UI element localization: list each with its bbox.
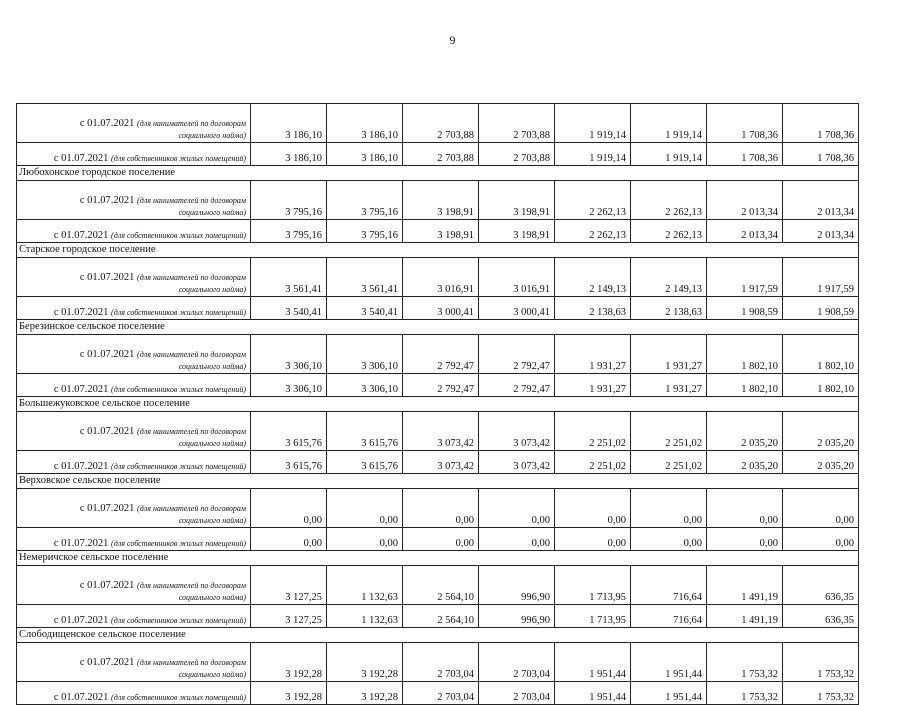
table-row [17, 682, 859, 705]
value-cell: 2 013,34 [707, 220, 783, 243]
value-cell: 2 013,34 [783, 220, 859, 243]
value-cell: 3 540,41 [327, 297, 403, 320]
value-cell: 3 000,41 [479, 297, 555, 320]
value-cell: 3 615,76 [327, 451, 403, 474]
section-title: Большежуковское сельское поселение [17, 397, 859, 412]
value-cell: 0,00 [555, 528, 631, 551]
row-note: (для собственников жилых помещений) [111, 154, 246, 163]
value-cell: 3 561,41 [327, 258, 403, 297]
row-note-cont: социального найма) [178, 208, 246, 217]
value-cell: 716,64 [631, 605, 707, 628]
row-note: (для нанимателей по договорам [137, 196, 246, 205]
row-date: с 01.07.2021 [79, 272, 135, 283]
value-cell: 0,00 [251, 489, 327, 528]
value-cell: 1 917,59 [783, 258, 859, 297]
value-cell: 716,64 [631, 566, 707, 605]
row-note-cont: социального найма) [178, 131, 246, 140]
row-label [17, 566, 251, 605]
section-row [17, 320, 859, 335]
value-cell: 3 198,91 [479, 181, 555, 220]
row-date: с 01.07.2021 [53, 230, 109, 241]
table-row [17, 220, 859, 243]
row-date: с 01.07.2021 [79, 580, 135, 591]
value-cell: 3 561,41 [251, 258, 327, 297]
value-cell: 1 802,10 [707, 374, 783, 397]
value-cell: 3 192,28 [327, 682, 403, 705]
row-note: (для нанимателей по договорам [137, 581, 246, 590]
value-cell: 2 564,10 [403, 566, 479, 605]
row-note: (для собственников жилых помещений) [111, 693, 246, 702]
value-cell: 1 132,63 [327, 566, 403, 605]
value-cell: 1 708,36 [707, 143, 783, 166]
value-cell: 0,00 [403, 489, 479, 528]
value-cell: 1 708,36 [707, 104, 783, 143]
table-row [17, 104, 859, 143]
row-note: (для нанимателей по договорам [137, 273, 246, 282]
value-cell: 1 931,27 [555, 374, 631, 397]
value-cell: 2 035,20 [783, 451, 859, 474]
value-cell: 3 198,91 [403, 220, 479, 243]
section-title: Старское городское поселение [17, 243, 859, 258]
row-date: с 01.07.2021 [79, 503, 135, 514]
row-label [17, 220, 251, 243]
row-label [17, 489, 251, 528]
value-cell: 0,00 [327, 528, 403, 551]
value-cell: 3 000,41 [403, 297, 479, 320]
row-date: с 01.07.2021 [53, 461, 109, 472]
row-label [17, 104, 251, 143]
row-note: (для нанимателей по договорам [137, 504, 246, 513]
row-label [17, 528, 251, 551]
value-cell: 2 792,47 [403, 374, 479, 397]
value-cell: 1 713,95 [555, 605, 631, 628]
row-note: (для собственников жилых помещений) [111, 616, 246, 625]
row-note: (для нанимателей по договорам [137, 658, 246, 667]
value-cell: 0,00 [783, 528, 859, 551]
page-number: 9 [449, 33, 456, 47]
row-date: с 01.07.2021 [53, 384, 109, 395]
value-cell: 2 703,04 [403, 682, 479, 705]
row-date: с 01.07.2021 [79, 195, 135, 206]
value-cell: 3 016,91 [479, 258, 555, 297]
value-cell: 2 138,63 [631, 297, 707, 320]
value-cell: 2 703,88 [403, 104, 479, 143]
value-cell: 1 908,59 [783, 297, 859, 320]
value-cell: 2 262,13 [631, 181, 707, 220]
row-label [17, 605, 251, 628]
value-cell: 3 198,91 [403, 181, 479, 220]
value-cell: 3 198,91 [479, 220, 555, 243]
table-row [17, 143, 859, 166]
row-date: с 01.07.2021 [79, 426, 135, 437]
section-title: Березинское сельское поселение [17, 320, 859, 335]
section-row [17, 628, 859, 643]
value-cell: 0,00 [707, 528, 783, 551]
table-row [17, 374, 859, 397]
value-cell: 3 540,41 [251, 297, 327, 320]
row-note: (для собственников жилых помещений) [111, 308, 246, 317]
value-cell: 2 703,88 [403, 143, 479, 166]
value-cell: 1 919,14 [555, 143, 631, 166]
value-cell: 0,00 [327, 489, 403, 528]
value-cell: 3 073,42 [403, 451, 479, 474]
value-cell: 3 073,42 [403, 412, 479, 451]
section-title: Верховское сельское поселение [17, 474, 859, 489]
table-row [17, 335, 859, 374]
value-cell: 1 753,32 [783, 682, 859, 705]
value-cell: 3 186,10 [251, 143, 327, 166]
value-cell: 1 951,44 [631, 643, 707, 682]
value-cell: 3 192,28 [251, 643, 327, 682]
row-label [17, 143, 251, 166]
row-label [17, 412, 251, 451]
value-cell: 3 127,25 [251, 566, 327, 605]
row-note: (для собственников жилых помещений) [111, 231, 246, 240]
value-cell: 3 016,91 [403, 258, 479, 297]
row-label [17, 374, 251, 397]
value-cell: 636,35 [783, 566, 859, 605]
value-cell: 1 951,44 [631, 682, 707, 705]
tariff-table [16, 103, 859, 705]
row-note-cont: социального найма) [178, 516, 246, 525]
row-note: (для собственников жилых помещений) [111, 385, 246, 394]
value-cell: 2 792,47 [479, 374, 555, 397]
value-cell: 0,00 [707, 489, 783, 528]
value-cell: 1 919,14 [631, 104, 707, 143]
value-cell: 2 262,13 [555, 181, 631, 220]
value-cell: 1 931,27 [555, 335, 631, 374]
value-cell: 1 713,95 [555, 566, 631, 605]
value-cell: 3 306,10 [327, 374, 403, 397]
row-date: с 01.07.2021 [53, 538, 109, 549]
value-cell: 1 951,44 [555, 682, 631, 705]
section-row [17, 551, 859, 566]
value-cell: 2 262,13 [631, 220, 707, 243]
value-cell: 3 186,10 [251, 104, 327, 143]
value-cell: 2 013,34 [783, 181, 859, 220]
value-cell: 3 795,16 [251, 220, 327, 243]
table-row [17, 297, 859, 320]
value-cell: 0,00 [479, 489, 555, 528]
value-cell: 2 703,04 [403, 643, 479, 682]
value-cell: 3 795,16 [327, 220, 403, 243]
value-cell: 1 917,59 [707, 258, 783, 297]
value-cell: 0,00 [783, 489, 859, 528]
value-cell: 1 919,14 [555, 104, 631, 143]
value-cell: 2 035,20 [707, 412, 783, 451]
value-cell: 1 802,10 [783, 335, 859, 374]
row-label [17, 643, 251, 682]
value-cell: 3 073,42 [479, 451, 555, 474]
value-cell: 3 192,28 [251, 682, 327, 705]
value-cell: 3 186,10 [327, 143, 403, 166]
row-note-cont: социального найма) [178, 670, 246, 679]
table-row [17, 258, 859, 297]
value-cell: 0,00 [631, 489, 707, 528]
row-note-cont: социального найма) [178, 593, 246, 602]
row-label [17, 297, 251, 320]
value-cell: 3 192,28 [327, 643, 403, 682]
value-cell: 996,90 [479, 566, 555, 605]
table-row [17, 643, 859, 682]
value-cell: 3 127,25 [251, 605, 327, 628]
row-date: с 01.07.2021 [53, 615, 109, 626]
row-note-cont: социального найма) [178, 285, 246, 294]
section-title: Любохонское городское поселение [17, 166, 859, 181]
value-cell: 3 615,76 [251, 412, 327, 451]
value-cell: 3 306,10 [251, 374, 327, 397]
value-cell: 3 306,10 [327, 335, 403, 374]
value-cell: 636,35 [783, 605, 859, 628]
value-cell: 3 186,10 [327, 104, 403, 143]
section-row [17, 243, 859, 258]
row-label [17, 258, 251, 297]
value-cell: 2 703,04 [479, 682, 555, 705]
row-note: (для нанимателей по договорам [137, 427, 246, 436]
value-cell: 3 615,76 [251, 451, 327, 474]
value-cell: 0,00 [631, 528, 707, 551]
value-cell: 1 908,59 [707, 297, 783, 320]
row-label [17, 451, 251, 474]
row-note-cont: социального найма) [178, 439, 246, 448]
row-label [17, 181, 251, 220]
row-date: с 01.07.2021 [79, 349, 135, 360]
row-note: (для собственников жилых помещений) [111, 462, 246, 471]
table-row [17, 528, 859, 551]
value-cell: 2 703,88 [479, 143, 555, 166]
value-cell: 0,00 [479, 528, 555, 551]
row-date: с 01.07.2021 [53, 153, 109, 164]
value-cell: 2 262,13 [555, 220, 631, 243]
value-cell: 2 792,47 [479, 335, 555, 374]
value-cell: 1 491,19 [707, 605, 783, 628]
row-date: с 01.07.2021 [53, 307, 109, 318]
value-cell: 1 919,14 [631, 143, 707, 166]
section-row [17, 166, 859, 181]
value-cell: 3 073,42 [479, 412, 555, 451]
row-note: (для нанимателей по договорам [137, 119, 246, 128]
value-cell: 3 306,10 [251, 335, 327, 374]
value-cell: 3 795,16 [327, 181, 403, 220]
value-cell: 1 753,32 [707, 643, 783, 682]
section-title: Слободищенское сельское поселение [17, 628, 859, 643]
value-cell: 3 615,76 [327, 412, 403, 451]
row-label [17, 682, 251, 705]
value-cell: 1 951,44 [555, 643, 631, 682]
row-date: с 01.07.2021 [79, 118, 135, 129]
table-row [17, 566, 859, 605]
row-date: с 01.07.2021 [79, 657, 135, 668]
value-cell: 2 564,10 [403, 605, 479, 628]
value-cell: 2 138,63 [555, 297, 631, 320]
value-cell: 2 251,02 [631, 451, 707, 474]
row-label [17, 335, 251, 374]
row-note: (для собственников жилых помещений) [111, 539, 246, 548]
table-row [17, 412, 859, 451]
value-cell: 1 931,27 [631, 374, 707, 397]
value-cell: 2 035,20 [783, 412, 859, 451]
section-title: Немеричское сельское поселение [17, 551, 859, 566]
value-cell: 1 491,19 [707, 566, 783, 605]
value-cell: 1 802,10 [707, 335, 783, 374]
value-cell: 2 703,88 [479, 104, 555, 143]
value-cell: 996,90 [479, 605, 555, 628]
value-cell: 1 802,10 [783, 374, 859, 397]
section-row [17, 474, 859, 489]
row-note-cont: социального найма) [178, 362, 246, 371]
value-cell: 2 035,20 [707, 451, 783, 474]
value-cell: 0,00 [403, 528, 479, 551]
value-cell: 1 708,36 [783, 104, 859, 143]
value-cell: 2 013,34 [707, 181, 783, 220]
table-row [17, 181, 859, 220]
value-cell: 2 149,13 [631, 258, 707, 297]
value-cell: 1 753,32 [783, 643, 859, 682]
value-cell: 2 703,04 [479, 643, 555, 682]
value-cell: 2 792,47 [403, 335, 479, 374]
value-cell: 2 149,13 [555, 258, 631, 297]
value-cell: 3 795,16 [251, 181, 327, 220]
section-row [17, 397, 859, 412]
table-row [17, 451, 859, 474]
table-row [17, 605, 859, 628]
value-cell: 0,00 [555, 489, 631, 528]
value-cell: 1 708,36 [783, 143, 859, 166]
table-row [17, 489, 859, 528]
row-date: с 01.07.2021 [53, 692, 109, 703]
value-cell: 1 753,32 [707, 682, 783, 705]
row-note: (для нанимателей по договорам [137, 350, 246, 359]
value-cell: 1 931,27 [631, 335, 707, 374]
value-cell: 0,00 [251, 528, 327, 551]
value-cell: 2 251,02 [631, 412, 707, 451]
value-cell: 2 251,02 [555, 451, 631, 474]
value-cell: 2 251,02 [555, 412, 631, 451]
value-cell: 1 132,63 [327, 605, 403, 628]
